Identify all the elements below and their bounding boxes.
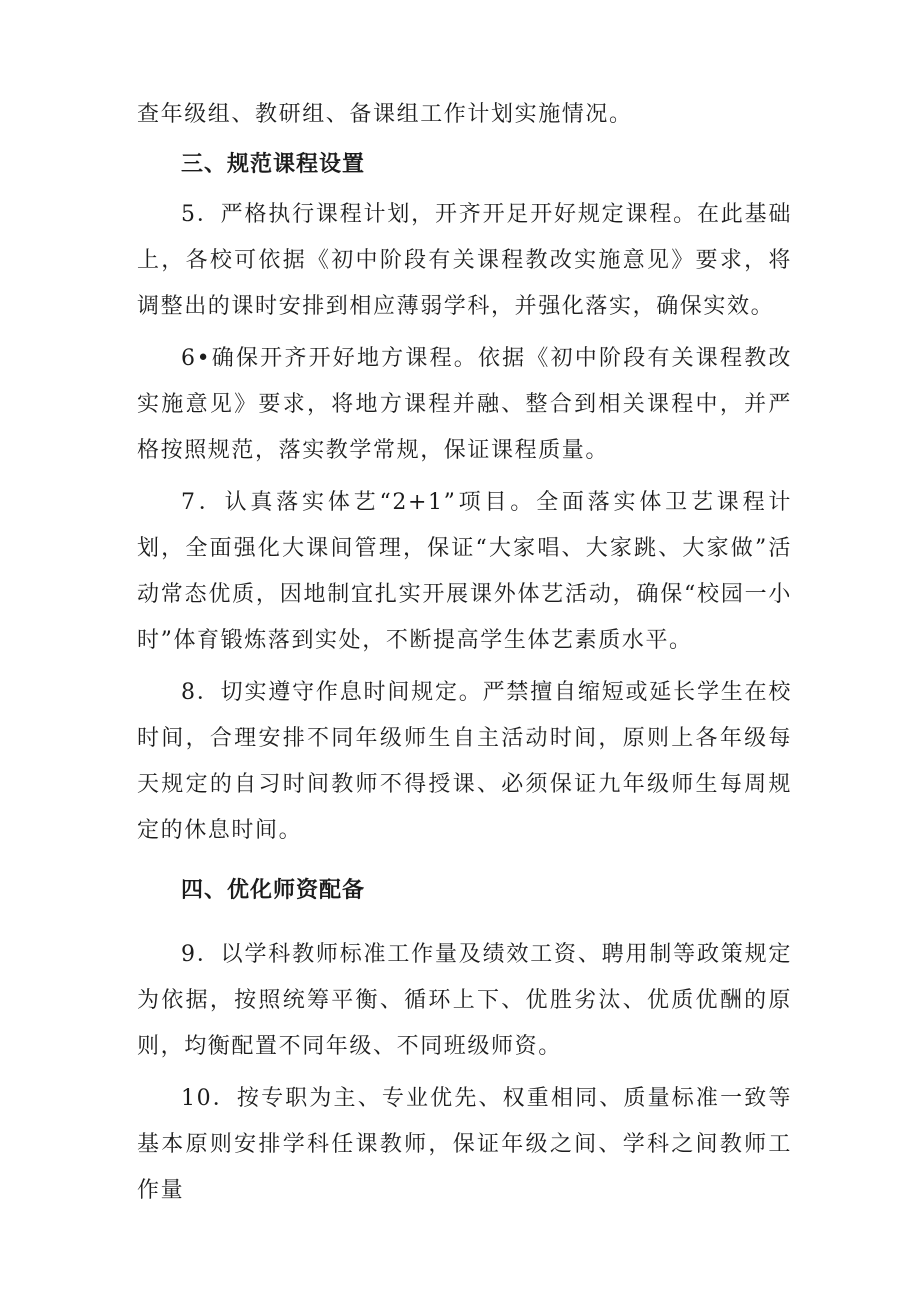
section-heading-3: 三、规范课程设置 — [181, 152, 366, 177]
document-page — [137, 92, 792, 1214]
paragraph-item-9: 9．以学科教师标准工作量及绩效工资、聘用制等政策规定为依据，按照统筹平衡、循环上下、优胜劣汰、优质优酬的原则，均衡配置不同年级、不同班级师资。 — [137, 942, 792, 1059]
paragraph-continuation: 查年级组、教研组、备课组工作计划实施情况。 — [137, 102, 633, 127]
paragraph-item-10: 10．按专职为主、专业优先、权重相同、质量标准一致等基本原则安排学科任课教师，保证年级之间、学科之间教师工作量 — [137, 1086, 792, 1203]
section-heading-4: 四、优化师资配备 — [181, 878, 366, 903]
paragraph-item-5: 5．严格执行课程计划，开齐开足开好规定课程。在此基础上，各校可依据《初中阶段有关课程教改实施意见》要求，将调整出的课时安排到相应薄弱学科，并强化落实，确保实效。 — [137, 202, 792, 319]
spacer — [137, 914, 792, 932]
paragraph-item-6: 6•确保开齐开好地方课程。依据《初中阶段有关课程教改实施意见》要求，将地方课程并融、整合到相关课程中，并严格按照规范，落实教学常规，保证课程质量。 — [137, 346, 792, 463]
spacer — [137, 854, 792, 868]
paragraph-item-7: 7．认真落实体艺“2+1”项目。全面落实体卫艺课程计划，全面强化大课间管理，保证“大家唱、大家跳、大家做”活动常态优质，因地制宜扎实开展课外体艺活动，确保“校园一小时”体育锻炼落到实处，不断提高学生体艺素质水平。 — [137, 490, 792, 653]
paragraph-item-8: 8．切实遵守作息时间规定。严禁擅自缩短或延长学生在校时间，合理安排不同年级师生自主活动时间，原则上各年级每天规定的自习时间教师不得授课、必须保证九年级师生每周规定的休息时间。 — [137, 680, 792, 843]
